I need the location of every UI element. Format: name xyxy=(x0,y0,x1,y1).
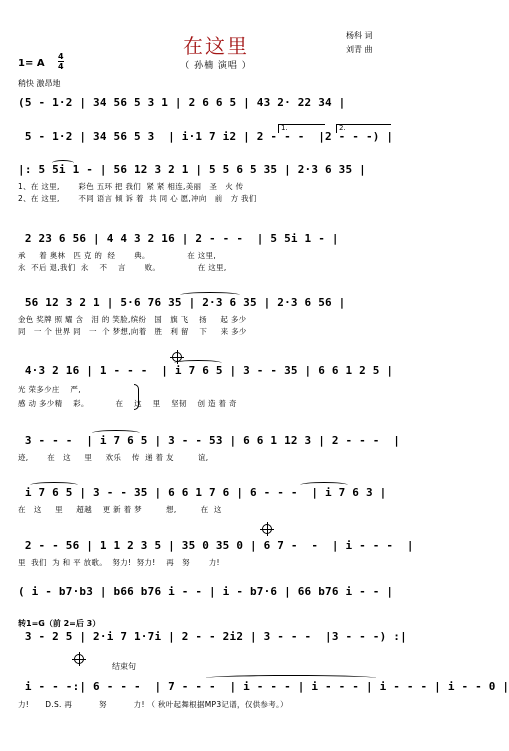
lyricist-credit: 杨科 词 xyxy=(346,31,373,40)
slur-mark xyxy=(206,675,376,681)
lyric-row-3-verse-2: 2、在 这里, 不同 语言 倾 诉 着 共 同 心 愿,冲向 前 方 我们 xyxy=(18,194,257,203)
slur-mark xyxy=(52,160,74,166)
coda-sign-icon-2 xyxy=(262,524,272,534)
verse-merge-brace xyxy=(134,384,139,410)
slur-mark xyxy=(30,482,78,488)
lyric-row-6-verse-2: 感 动 多少精 彩。 在 这 里 坚韧 创 造 着 奇 xyxy=(18,399,237,408)
notation-row-11: 3 - 2 5 | 2·i 7 1·7i | 2 - - 2i2 | 3 - - - |3 - - -) :| xyxy=(18,630,407,643)
key-signature: 1= A xyxy=(18,58,45,69)
notation-row-2: 5 - 1·2 | 34 56 5 3 | i·1 7 i2 | 2 - - - |2 - - -) | xyxy=(18,130,394,143)
notation-row-10: ( i - b7·b3 | b66 b76 i - - | i - b7·6 | 66 b76 i - - | xyxy=(18,585,394,598)
notation-row-7: 3 - - - | i 7 6 5 | 3 - - 53 | 6 6 1 12 3 | 2 - - - | xyxy=(18,434,401,447)
lyric-row-12: 力! D.S. 再 努 力! （ 秋叶起舞根据MP3记谱，仅供参考。） xyxy=(18,700,288,709)
lyric-row-9: 里 我们 为 和 平 放歌。 努力! 努力! 再 努 力! xyxy=(18,558,220,567)
slur-mark xyxy=(300,482,348,488)
volta-1-bracket: 1. xyxy=(278,124,325,133)
notation-row-8: i 7 6 5 | 3 - - 35 | 6 6 1 7 6 | 6 - - - | i 7 6 3 | xyxy=(18,486,387,499)
lyric-row-4-verse-1: 承 着 奥林 匹 克 的 经 典。 在 这里, xyxy=(18,251,217,260)
lyric-row-6-verse-1: 光 荣多少庄 严, xyxy=(18,385,81,394)
coda-sign-icon-3 xyxy=(74,654,84,664)
time-signature xyxy=(58,52,64,71)
notation-row-6: 4·3 2 16 | 1 - - - | i 7 6 5 | 3 - - 35 | 6 6 1 2 5 | xyxy=(18,364,394,377)
notation-row-3: |: 5 5i 1 - | 56 12 3 2 1 | 5 5 6 5 35 | 2·3 6 35 | xyxy=(18,163,366,176)
time-signature-top: 4 xyxy=(58,52,64,61)
coda-section-label: 结束句 xyxy=(112,662,136,671)
lyric-row-8: 在 这 里 超越 更 新 着 梦 想, 在 这 xyxy=(18,505,222,514)
notation-row-9: 2 - - 56 | 1 1 2 3 5 | 35 0 35 0 | 6 7 - - | i - - - | xyxy=(18,539,414,552)
song-title: 在这里 xyxy=(183,34,249,58)
notation-row-4: 2 23 6 56 | 4 4 3 2 16 | 2 - - - | 5 5i 1 - | xyxy=(18,232,339,245)
lyric-row-5-verse-1: 金色 奖牌 照 耀 含 泪 的 笑脸,缤纷 国 旗 飞 扬 起 多少 xyxy=(18,315,247,324)
singer-credit: （ 孙楠 演唱 ） xyxy=(180,61,252,71)
slur-mark xyxy=(174,360,222,366)
time-signature-bottom: 4 xyxy=(58,62,64,71)
lyric-row-4-verse-2: 永 不后 退,我们 永 不 言 败。 在 这里, xyxy=(18,263,227,272)
slur-mark xyxy=(180,292,240,298)
volta-2-bracket: 2. xyxy=(336,124,391,133)
tempo-marking: 稍快 激昂地 xyxy=(18,79,61,88)
modulation-note: 转1=G（前 2=后 3） xyxy=(18,619,101,628)
lyric-row-5-verse-2: 同 一 个 世界 同 一 个 梦想,向着 胜 利 留 下 来 多少 xyxy=(18,327,247,336)
notation-row-5: 56 12 3 2 1 | 5·6 76 35 | 2·3 6 35 | 2·3 6 56 | xyxy=(18,296,346,309)
lyric-row-3-verse-1: 1、在 这里, 彩色 五环 把 我们 紧 紧 相连,美丽 圣 火 传 xyxy=(18,182,244,191)
notation-row-12: i - - -:| 6 - - - | 7 - - - | i - - - | i - - - | i - - - | i - - 0 | xyxy=(18,680,509,693)
lyric-row-7: 迹, 在 这 里 欢乐 传 递 着 友 谊, xyxy=(18,453,209,462)
notation-row-1: (5 - 1·2 | 34 56 5 3 1 | 2 6 6 5 | 43 2· 22 34 | xyxy=(18,96,346,109)
composer-credit: 刘青 曲 xyxy=(346,45,373,54)
slur-mark xyxy=(92,430,140,436)
